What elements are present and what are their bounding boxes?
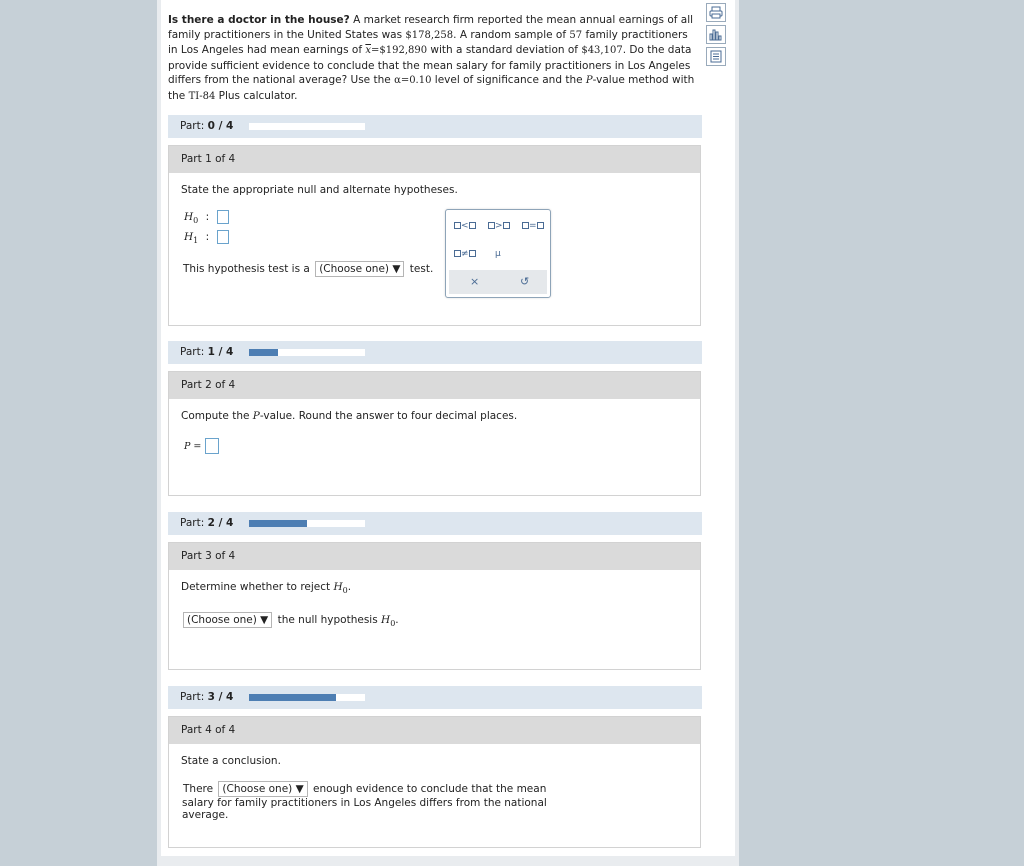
test-type-row <box>183 261 433 277</box>
part-progress-bar <box>168 512 702 535</box>
part-1-box <box>168 145 701 326</box>
problem-text: Plus calculator. <box>215 89 298 102</box>
palette-footer <box>449 270 547 294</box>
sample-mean: =$192,890 <box>371 45 428 56</box>
print-button[interactable] <box>706 3 726 22</box>
progress-fill <box>249 349 278 356</box>
colon: : <box>205 211 210 223</box>
part-progress-label: Part: 1 / 4 <box>180 346 234 358</box>
p-symbol: P <box>585 75 593 86</box>
less-than-button[interactable]: < <box>454 221 476 231</box>
symbol-palette <box>445 209 551 298</box>
part-4-header: Part 4 of 4 <box>169 717 700 744</box>
sample-mean-symbol: $\overline{x}$ <box>365 45 371 56</box>
conclusion-prefix: There <box>183 783 214 795</box>
sample-size: 57 <box>569 29 583 41</box>
progress-fill <box>249 520 307 527</box>
progress-track <box>249 694 365 701</box>
part-1-instruction: State the appropriate null and alternate hypotheses. <box>181 184 458 196</box>
significance-level: α=0.10 <box>394 75 432 86</box>
part-progress-label: Part: 2 / 4 <box>180 517 234 529</box>
part-progress-bar <box>168 686 702 709</box>
part-progress-label: Part: 3 / 4 <box>180 691 234 703</box>
reject-decision-row: (Choose one) ▼ the null hypothesis $H_0$. <box>183 612 399 628</box>
not-equal-button[interactable]: ≠ <box>454 249 476 259</box>
test-type-prefix: This hypothesis test is a <box>183 263 310 275</box>
national-mean: $178,258 <box>405 29 454 41</box>
conclusion-text: enough evidence to conclude that the mean <box>313 783 547 795</box>
problem-text: A market research firm reported the mean annual earnings of all family practitioners in the United States was <box>168 14 694 41</box>
greater-than-button[interactable]: > <box>488 221 510 231</box>
mu-button[interactable]: μ <box>495 249 501 259</box>
problem-text: . Do the data provide sufficient evidence to conclude that the mean salary for family practitioners in Los Angeles differs from the national average? Use the <box>168 44 692 86</box>
clear-button[interactable]: × <box>470 275 480 288</box>
part-4-instruction: State a conclusion. <box>181 755 281 767</box>
bar-chart-icon <box>709 28 723 41</box>
part-3-header: Part 3 of 4 <box>169 543 700 570</box>
p-value-row <box>184 438 219 454</box>
part-2-instruction: Compute the P-value. Round the answer to four decimal places. <box>181 410 518 422</box>
h1-symbol: H <box>184 231 194 243</box>
part-progress-label: Part: 0 / 4 <box>180 120 234 132</box>
conclusion-dropdown[interactable]: (Choose one) ▼ <box>218 781 307 797</box>
progress-track <box>249 123 365 130</box>
progress-track <box>249 349 365 356</box>
reject-decision-dropdown[interactable]: (Choose one) ▼ <box>183 612 272 628</box>
alt-hypothesis-row <box>184 230 229 245</box>
problem-text: with a standard deviation of <box>427 44 582 56</box>
equals-button[interactable]: = <box>522 221 544 231</box>
data-button[interactable] <box>706 47 726 66</box>
calculator-name: TI-84 <box>188 90 216 102</box>
standard-deviation: $43,107 <box>581 45 623 56</box>
conclusion-text: average. <box>182 809 229 821</box>
p-value-label: P = <box>184 441 202 452</box>
p-value-input[interactable] <box>205 438 219 454</box>
part-3-box <box>168 542 701 670</box>
h0-symbol: H <box>184 211 194 223</box>
test-type-dropdown[interactable]: (Choose one) ▼ <box>315 261 404 277</box>
conclusion-text: salary for family practitioners in Los Angeles differs from the national <box>182 797 547 809</box>
problem-title: Is there a doctor in the house? <box>168 14 350 26</box>
part-progress-bar <box>168 341 702 364</box>
tools-toolbar <box>706 3 730 69</box>
h1-subscript: 1 <box>193 236 199 245</box>
part-progress-bar <box>168 115 702 138</box>
part-1-header: Part 1 of 4 <box>169 146 700 173</box>
problem-statement <box>168 13 696 104</box>
part-3-instruction: Determine whether to reject $H_0$. <box>181 581 352 595</box>
problem-text: -value method with the <box>168 74 695 102</box>
data-table-icon <box>709 50 723 63</box>
colon: : <box>205 231 210 243</box>
h0-subscript: 0 <box>193 216 199 225</box>
progress-track <box>249 520 365 527</box>
chart-button[interactable] <box>706 25 726 44</box>
part-2-box <box>168 371 701 496</box>
reject-decision-suffix: the null hypothesis <box>277 614 382 626</box>
part-2-header: Part 2 of 4 <box>169 372 700 399</box>
problem-text: family practitioners in Los Angeles had mean earnings of <box>168 28 688 56</box>
null-hypothesis-input[interactable] <box>217 210 229 224</box>
progress-fill <box>249 694 336 701</box>
undo-button[interactable]: ↺ <box>520 275 530 288</box>
test-type-suffix: test. <box>409 263 434 275</box>
printer-icon <box>709 6 723 19</box>
problem-text: level of significance and the <box>431 74 586 86</box>
conclusion-row <box>183 781 546 797</box>
null-hypothesis-row <box>184 210 229 225</box>
alt-hypothesis-input[interactable] <box>217 230 229 244</box>
problem-text: . A random sample of <box>453 28 570 41</box>
